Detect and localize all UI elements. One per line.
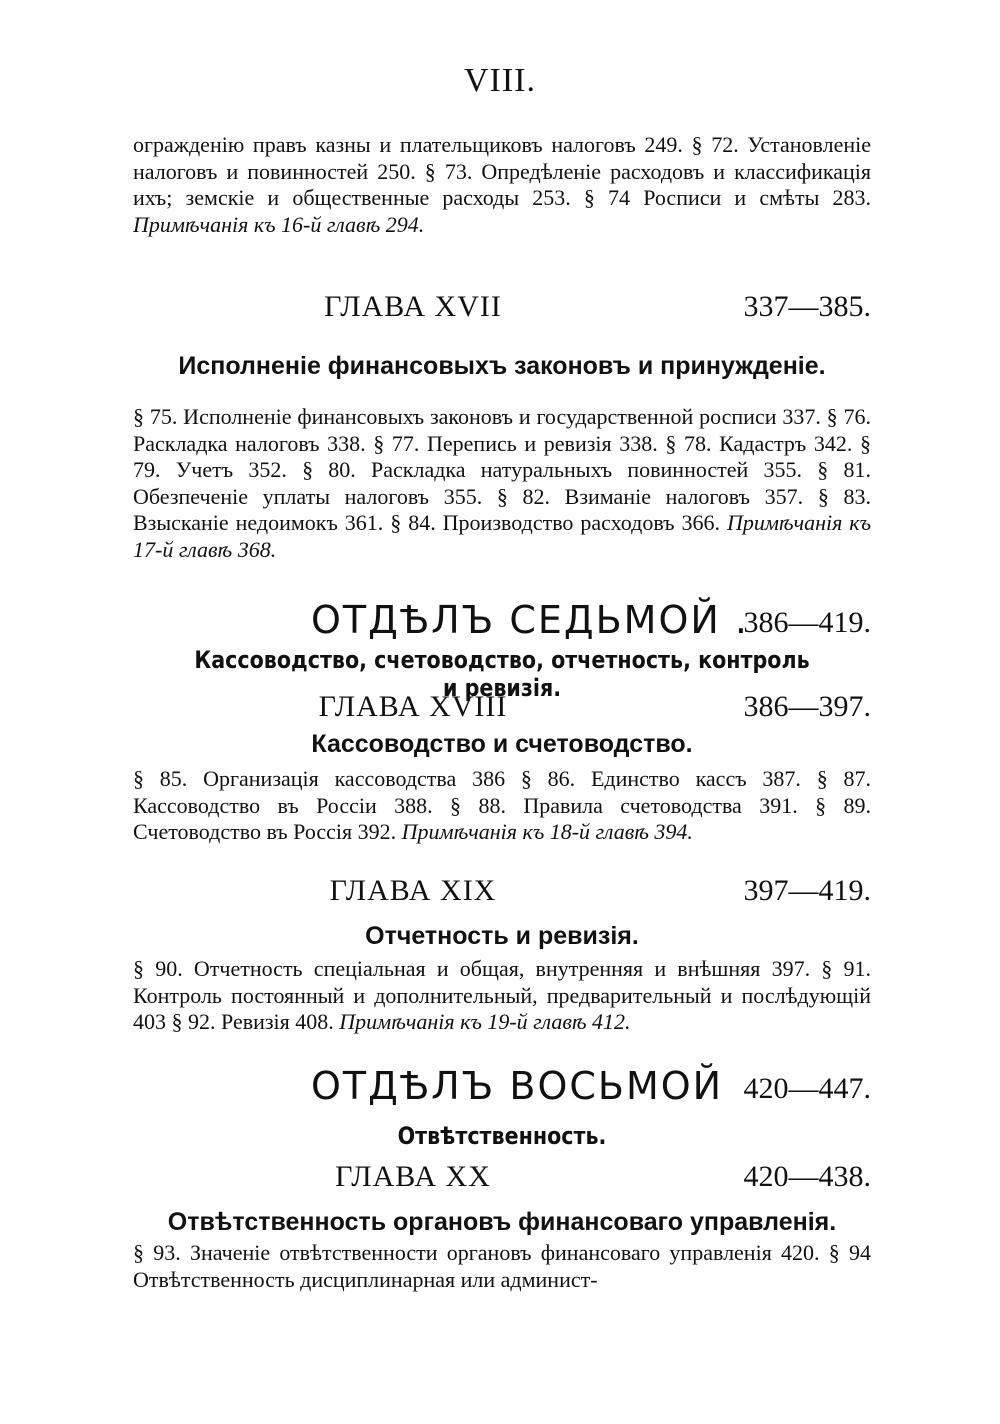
notes-reference: Примѣчанія къ 17-й главѣ 368. (133, 510, 872, 562)
section-title-7: Кассоводство, счетоводство, отчетность, контроль и ревизія. (194, 646, 810, 702)
page-range: 420—447. (743, 1072, 871, 1105)
section-label: ОТДѢЛЪ СЕДЬМОЙ . (311, 598, 749, 642)
chapter-title-17: Исполненіе финансовыхъ законовъ и принужденіе. (178, 352, 826, 380)
page-range: 397—419. (743, 874, 871, 907)
paragraph-text: § 85. Организація кассоводства 386 § 86. Единство кассъ 387. § 87. Кассоводство въ Россіи 388. § 88. Правила счетоводства 391. § 89. Счетоводство въ Россія 392. (133, 766, 871, 844)
chapter-title-20: Отвѣтственность органовъ финансоваго управленія. (167, 1208, 837, 1236)
notes-reference: Примѣчанія къ 19-й главѣ 412. (339, 1009, 631, 1034)
toc-paragraph-ch19 (133, 956, 871, 1036)
paragraph-text: огражденію правъ казны и плательщиковъ налоговъ 249. § 72. Установленіе налоговъ и повинностей 250. § 73. Опредѣленіе расходовъ и классификація ихъ; земскіе и общественные расходы 253. § 74 Росписи и смѣты 283. (133, 132, 871, 210)
chapter-title-18: Кассоводство и счетоводство. (311, 730, 693, 758)
page-range: 386—397. (743, 690, 871, 723)
paragraph-text: § 90. Отчетность спеціальная и общая, внутренняя и внѣшняя 397. § 91. Контроль постоянный и дополнительный, предварительный и послѣдующій 403 § 92. Ревизія 408. (133, 956, 871, 1034)
section-title-8: Отвѣтственность. (397, 1122, 607, 1150)
notes-reference: Примѣчанія къ 18-й главѣ 394. (401, 819, 693, 844)
toc-paragraph-ch18 (133, 766, 871, 846)
page-range: 420—438. (743, 1160, 871, 1193)
paragraph-text: § 75. Исполненіе финансовыхъ законовъ и государственной росписи 337. § 76. Раскладка налоговъ 338. § 77. Перепись и ревизія 338. § 78. Кадастръ 342. § 79. Учетъ 352. § 80. Раскладка натуральныхъ повинностей 355. § 81. Обезпеченіе уплаты налоговъ 355. § 82. Взиманіе налоговъ 357. § 83. Взысканіе недоимокъ 361. § 84. Производство расходовъ 366. (133, 404, 871, 535)
page-range: 386—419. (743, 606, 871, 639)
chapter-label: ГЛАВА XX (335, 1160, 491, 1193)
chapter-label: ГЛАВА XIX (329, 874, 497, 907)
chapter-label: ГЛАВА XVII (324, 290, 502, 323)
chapter-label: ГЛАВА XVIII (318, 690, 508, 723)
toc-paragraph-ch20 (133, 1240, 871, 1293)
notes-reference: Примѣчанія къ 16-й главѣ 294. (133, 211, 425, 237)
section-label: ОТДѢЛЪ ВОСЬМОЙ (311, 1064, 724, 1108)
page-number: VIII. (463, 62, 537, 99)
paragraph-text: § 93. Значеніе отвѣтственности органовъ финансоваго управленія 420. § 94 Отвѣтственность дисциплинарная или админист- (133, 1240, 871, 1292)
chapter-title-19: Отчетность и ревизія. (365, 922, 639, 950)
toc-paragraph-ch16 (133, 132, 871, 238)
page-range: 337—385. (743, 290, 871, 323)
toc-paragraph-ch17 (133, 404, 871, 563)
